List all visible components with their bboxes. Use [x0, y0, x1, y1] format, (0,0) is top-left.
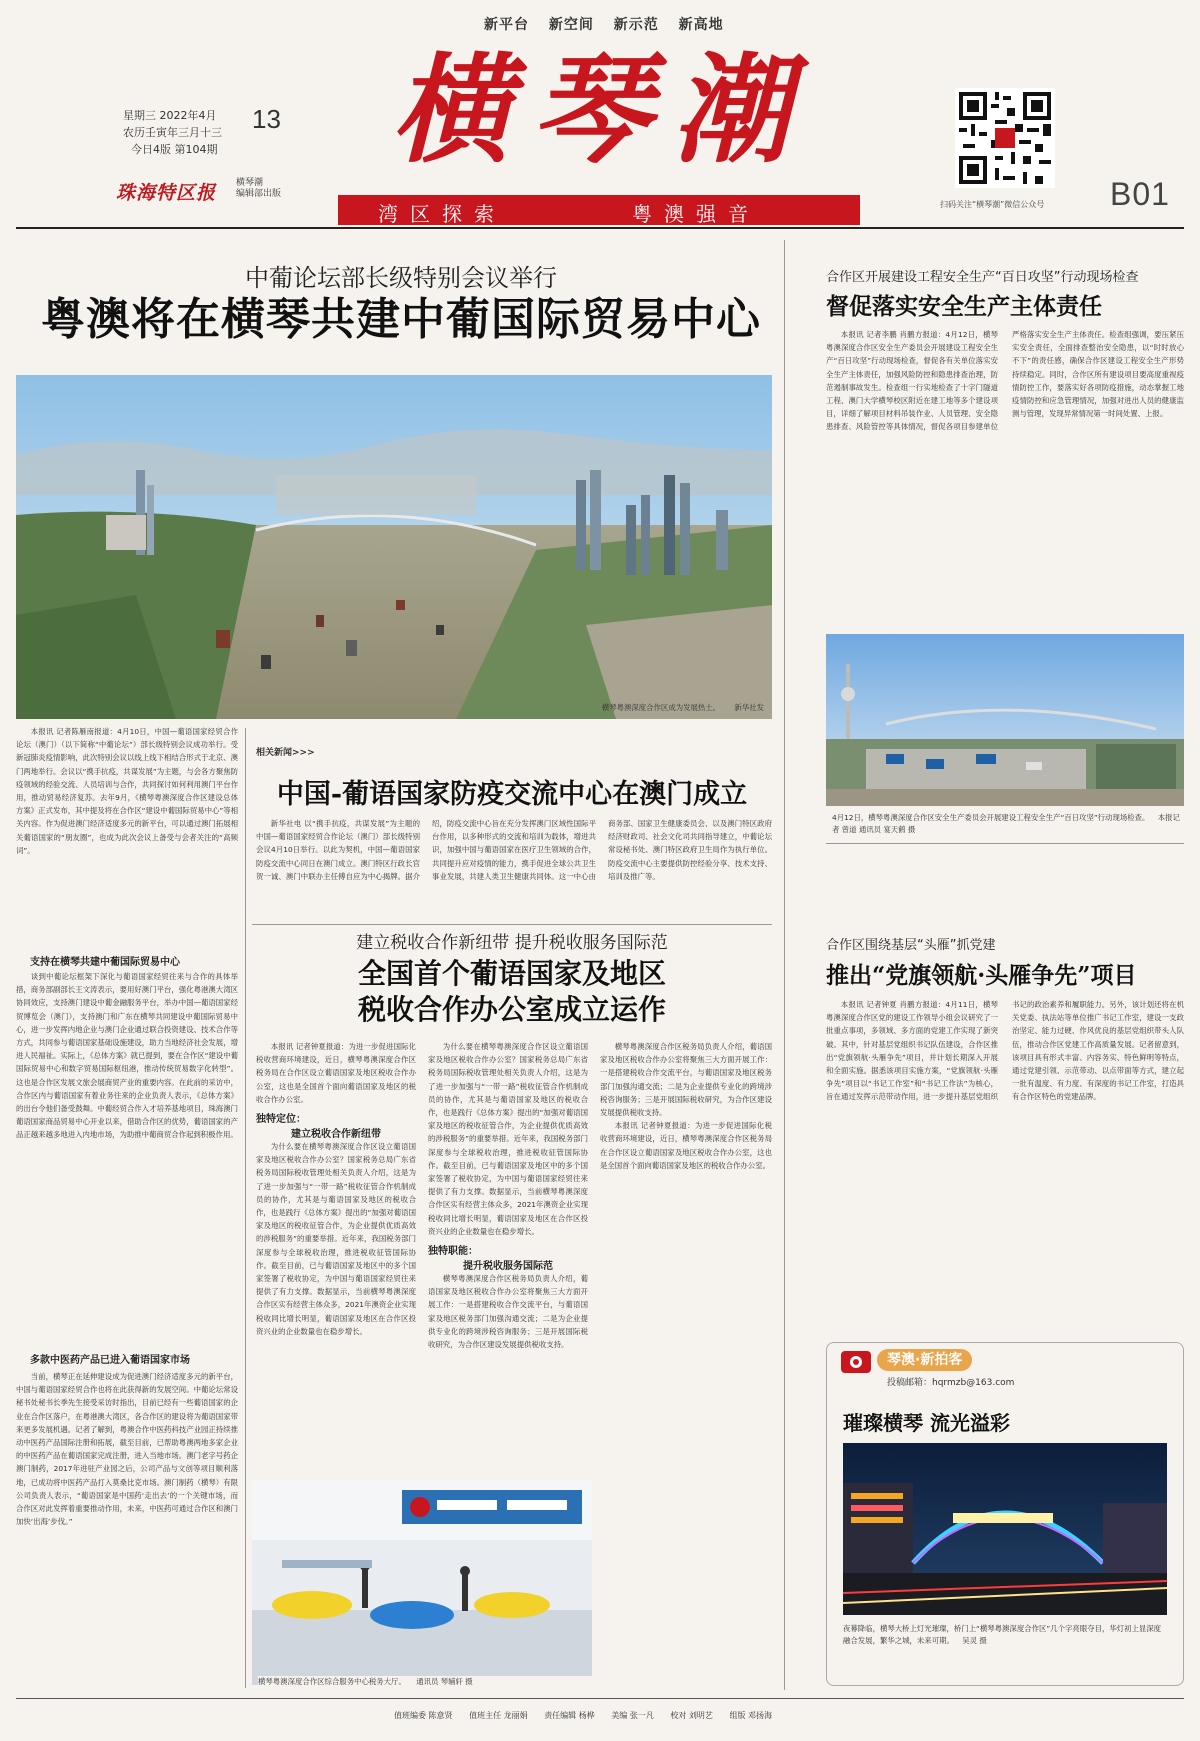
- safety-photo-caption: 4月12日，横琴粤澳深度合作区安全生产委员会开展建设工程安全生产“百日攻坚”行动现场检查。 本报记者 曾道 通讯员 宴天鹤 摄: [832, 813, 1180, 834]
- photo-feature-caption: 夜幕降临，横琴大桥上灯光璀璨，桥门上“横琴粤澳深度合作区”几个字亮眼夺目，华灯初上显深度融合发展，繁华之城，未来可期。 吴灵 摄: [843, 1624, 1162, 1645]
- page-number: B01: [1110, 176, 1170, 212]
- party-headline: 推出“党旗领航·头雁争先”项目: [826, 962, 1137, 989]
- safety-divider: [826, 843, 1184, 844]
- photo-feature-image: [843, 1443, 1167, 1615]
- tax-sub-1: 独特定位： 建立税收合作新纽带: [256, 1114, 381, 1141]
- safety-headline: 督促落实安全生产主体责任: [826, 293, 1102, 320]
- tax-photo: [252, 1480, 592, 1685]
- footer-item: 美编 张一凡: [611, 1711, 654, 1720]
- tax-kicker: 建立税收合作新纽带 提升税收服务国际范: [356, 933, 668, 953]
- photo-feature-tag: 琴澳·新拍客: [877, 1349, 972, 1371]
- top-nav: [484, 14, 738, 34]
- lead-kicker: 中葡论坛部长级特别会议举行: [245, 264, 557, 292]
- qr-code-icon[interactable]: [955, 88, 1055, 188]
- lead-body-a: 本报讯 记者陈雁南报道：4月10日，中国—葡语国家经贸合作论坛（澳门）（以下简称“中葡论坛”）部长级特别会议成功举行。受新冠肺炎疫情影响，此次特别会议以线上线下相结合形式于北京、澳门两地举行。会议以“携手抗疫，共谋发展”为主题，与会各方聚焦防疫领域的经验交流、人员培训与合作，共同探讨如何利用澳门平台作用，推动贸易经济复苏。去年9月，《横琴粤澳深度合作区建设总体方案》正式发布，其中提及将在合作区“建设中葡国际贸易中心”等相关内容。作为促进澳门经济适度多元的新平台，可以通过澳门拓展相关葡语国家的“朋友圈”，也成为此次会议上备受与会者关注的“高频词”。: [16, 727, 238, 855]
- publisher-note: 横琴潮 编辑部出版: [236, 178, 282, 199]
- footer-item: 校对 刘明艺: [670, 1711, 713, 1720]
- photo-feature-box: [826, 1342, 1184, 1686]
- lead-photo: [16, 375, 772, 719]
- date-line-3: 今日4版 第104期: [131, 143, 218, 156]
- safety-body: 本报讯 记者李鹏 肖鹏方报道：4月12日，横琴粤澳深度合作区安全生产委员会开展建设工程安全生产“百日攻坚”行动现场检查，督促各有关单位落实安全生产主体责任，加强风险防控和隐患排查治理，防范遏制事故发生。检查组一行实地检查了十字门隧道工程、澳门大学横琴校区附近在建工地等多个建设项目，详细了解项目材料吊装作业、人员管理、安全隐患排查、风险管控等具体情况，督促各项目参建单位严格落实安全生产主体责任。检查组强调，要压紧压实安全责任，全面排查整治安全隐患，以“时时放心不下”的责任感，确保合作区建设工程安全生产形势持续稳定。同时，合作区所有建设项目要高度重视疫情防控工作，要落实好各项防疫措施，动态掌握工地疫情防控和应急管理情况，加强对进出人员的健康监测与管理，发现异常情况第一时间处置、上报。: [826, 330, 1184, 432]
- lead-body-c: 当前，横琴正在延伸建设成为促进澳门经济适度多元的新平台，中国与葡语国家经贸合作也将在此获得新的发展空间。中葡论坛常设秘书处秘书长季先生接受采访时指出，目前已经有一些葡语国家的企业在合作区落户，在粤港澳大湾区，各合作区的建设将为葡语国家带来更多发展机遇。记者了解到，粤澳合作中医药科技产业园正持续推动中医药产品国际注册和拓展，截至目前，已帮助粤澳两地多家企业的中医药产品在葡语国家完成注册，进入当地市场。澳门老字号药企澳门制药，2017年进驻产业园之后，公司产品与文创等项目顺利落地，已成功将中医药产品打入莫桑比克市场。澳门制药（横琴）有限公司负责人表示，“葡语国家是中国药‘走出去’的一个关键市场，而合作区对此发挥着重要推动作用，未来，中医药可通过合作区和澳门加快‘出海’步伐。”: [16, 1372, 238, 1527]
- related-headline: 中国-葡语国家防疫交流中心在澳门成立: [276, 779, 748, 810]
- footer-item: 值班编委 陈意贤: [394, 1711, 453, 1720]
- related-body: 新华社电 以“携手抗疫，共谋发展”为主题的中国—葡语国家经贸合作论坛（澳门）部长级特别会议4月10日举行。以此为契机，中国—葡语国家防疫交流中心同日在澳门成立。澳门特区行政长官贺一诚、澳门中联办主任傅自应为中心揭牌。据介绍，防疫交流中心旨在充分发挥澳门区域性国际平台作用，以多种形式的交流和培训为载体，增进共识，加强中国与葡语国家在医疗卫生领域的合作，共同提升应对疫情的能力，携手促进全球公共卫生事业发展，共建人类卫生健康共同体。这一中心由商务部、国家卫生健康委员会、以及澳门特区政府经济财政司、社会文化司共同指导建立，中葡论坛常设秘书处、澳门特区政府卫生局作为执行单位。防疫交流中心主要提供防控经验分享、技术支持、培训及推广等。: [256, 819, 772, 881]
- lead-subhead-2: 多款中医药产品已进入葡语国家市场: [30, 1355, 190, 1366]
- masthead: [0, 0, 1200, 226]
- masthead-title: 横琴潮: [391, 40, 812, 179]
- tax-col-1: 本报讯 记者钟夏报道：为进一步促进国际化税收营商环境建设，近日，横琴粤澳深度合作区税务局在合作区设立葡语国家及地区税收合作办公室，这也是全国首个面向葡语国家及地区的税收合作办公室。 独特定位： 建立税收合作新纽带 为什么要在横琴粤澳深度合作区设立葡语国家及地区税收合作办公室？国家税务总局广东省税务局国际税收管理处相关负责人介绍，这是为了进一步加强与“一带一路”税收征管合作机制成员的协作，尤其是与葡语国家及地区的税收合作，也是践行《总体方案》提出的“加强对葡语国家及地区的税收征管合作，为企业提供优质高效的涉税服务”的重要举措。近年来，我国税务部门深度参与全球税收治理，推进税收征管国际协作。截至目前，已与葡语国家及地区中的多个国家签署了税收协定，为中国与葡语国家经贸往来提供了有力支撑。数据显示，当前横琴粤澳深度合作区实有经营主体众多，2021年澳资企业实现税收同比增长明显，葡语国家及地区在合作区投资兴业的企业数量也在稳步增长。: [256, 1042, 416, 1336]
- tax-col-2: 为什么要在横琴粤澳深度合作区设立葡语国家及地区税收合作办公室？国家税务总局广东省税务局国际税收管理处相关负责人介绍，这是为了进一步加强与“一带一路”税收征管合作机制成员的协作，尤其是与葡语国家及地区的税收合作，也是践行《总体方案》提出的“加强对葡语国家及地区的税收征管合作，为企业提供优质高效的涉税服务”的重要举措。近年来，我国税务部门深度参与全球税收治理，推进税收征管国际协作。截至目前，已与葡语国家及地区中的多个国家签署了税收协定，为中国与葡语国家经贸往来提供了有力支撑。数据显示，当前横琴粤澳深度合作区实有经营主体众多，2021年澳资企业实现税收同比增长明显，葡语国家及地区在合作区投资兴业的企业数量也在稳步增长。 独特职能： 提升税收服务国际范 横琴粤澳深度合作区税务局负责人介绍，葡语国家及地区税收合作办公室将聚焦三大方面开展工作：一是搭建税收合作交流平台，与葡语国家及地区税务部门加强沟通交流；二是为企业提供专业化的跨境涉税咨询服务；三是开展国际税收研究，为合作区建设发展提供税收支持。: [428, 1042, 588, 1350]
- nav-item: 新示范: [613, 17, 659, 33]
- nav-item: 新平台: [484, 17, 529, 33]
- lead-body-b: 谈到中葡论坛框架下深化与葡语国家经贸往来与合作的具体举措，商务部副部长王文涛表示，要用好澳门平台，强化粤港澳大湾区协同效应，支持澳门建设中葡金融服务平台，举办中国—葡语国家经贸博览会（澳门），支持澳门和广东在横琴共同建设中葡国际贸易中心，进一步发挥内地企业与澳门企业通过联合投资建设、技术合作等方式，共同参与葡语国家基础设施建设，助力当地经济社会发展，增进人民福祉。实际上，《总体方案》就已提到，要在合作区“建设中葡国际贸易中心和数字贸易国际枢纽港，推动传统贸易数字化转型”。这也是合作区发展文旅会展商贸产业的重要内容。在此前的采访中，合作区内与葡语国家有着业务往来的企业负责人表示，《总体方案》的出台令他们备受鼓舞。中葡经贸合作入才培养基地项目，珠海澳门葡语国家商品贸易中心开业以来，借助合作区的优势，葡语国家的产品正越来越多地进入内地市场，为助推中葡商贸合作起到积极作用。: [16, 972, 238, 1140]
- tax-headline-2: 税收合作办公室成立运作: [357, 993, 666, 1026]
- safety-kicker: 合作区开展建设工程安全生产“百日攻坚”行动现场检查: [826, 270, 1139, 285]
- footer-item: 值班主任 龙丽娟: [469, 1711, 528, 1720]
- slogan-right: 粤澳强音: [632, 202, 760, 226]
- lead-headline: 粤澳将在横琴共建中葡国际贸易中心: [41, 294, 761, 345]
- party-body: 本报讯 记者钟夏 肖鹏方报道：4月11日，横琴粤澳深度合作区党的建设工作领导小组会议研究了一批重点事项，多领域、多方面的党建工作实现了新突破。其中，针对基层党组织书记队伍建设，合作区推出“党旗领航·头雁争先”项目，并计划长期深入开展和全面实施。据悉该项目实施方案，“党旗领航·头雁争先”项目以“书记工作室”和“书记工作法”为核心，旨在通过发挥示范带动作用，进一步提升基层党组织书记的政治素养和履职能力。另外，该计划还将在机关党委、执法站等单位推广书记工作室，建设一支政治坚定、能力过硬、作风优良的基层党组织带头人队伍，推动合作区党建工作高质量发展。记者留意到，该项目具有形式丰富、内容务实、特色鲜明等特点，通过党建引领、示范带动、以点带面等方式，建立起一批有温度、有力度、有深度的书记工作室，打造具有合作区特色的党建品牌。: [826, 1000, 1184, 1102]
- party-kicker: 合作区围绕基层“头雁”抓党建: [826, 938, 996, 953]
- footer-credits: [394, 1710, 772, 1721]
- photo-feature-headline: 璀璨横琴 流光溢彩: [843, 1411, 1010, 1435]
- date-line-2: 农历壬寅年三月十三: [123, 126, 222, 139]
- slogan-bar: [338, 195, 860, 225]
- related-divider: [252, 924, 772, 925]
- right-column-divider: [784, 240, 785, 1690]
- photo-feature-email: 投稿邮箱：hqrmzb@163.com: [887, 1378, 1015, 1388]
- tax-col-3: 横琴粤澳深度合作区税务局负责人介绍，葡语国家及地区税收合作办公室将聚焦三大方面开展工作：一是搭建税收合作交流平台，与葡语国家及地区税务部门加强沟通交流；二是为企业提供专业化的跨境涉税咨询服务；三是开展国际税收研究，为合作区建设发展提供税收支持。 本报讯 记者钟夏报道：为进一步促进国际化税收营商环境建设，近日，横琴粤澳深度合作区税务局在合作区设立葡语国家及地区税收合作办公室，这也是全国首个面向葡语国家及地区的税收合作办公室。: [600, 1042, 772, 1170]
- related-tag: 相关新闻>>>: [256, 748, 315, 758]
- tax-sub-2: 独特职能： 提升税收服务国际范: [428, 1246, 553, 1273]
- tax-photo-caption: 横琴粤澳深度合作区综合服务中心税务大厅。 通讯员 琴辅轩 摄: [258, 1676, 592, 1685]
- date-day: 13: [252, 104, 281, 134]
- tax-headline-1: 全国首个葡语国家及地区: [357, 957, 666, 990]
- lead-photo-caption: 横琴粤澳深度合作区成为发展热土。 新华社发: [601, 703, 764, 712]
- footer-item: 组版 邓扬海: [729, 1711, 773, 1720]
- column-divider: [245, 728, 246, 1688]
- masthead-divider: [16, 227, 1184, 229]
- safety-photo: [826, 634, 1184, 806]
- footer-divider: [16, 1698, 1184, 1699]
- nav-item: 新高地: [678, 17, 724, 33]
- slogan-left: 湾区探索: [378, 202, 506, 226]
- nav-item: 新空间: [548, 17, 594, 33]
- date-line-1: 星期三 2022年4月: [123, 109, 217, 122]
- footer-item: 责任编辑 杨桦: [544, 1711, 595, 1720]
- camera-icon: [841, 1351, 871, 1373]
- publisher-logo: 珠海特区报: [116, 182, 217, 204]
- qr-caption: 扫码关注“横琴潮”微信公众号: [940, 200, 1045, 209]
- lead-subhead-1: 支持在横琴共建中葡国际贸易中心: [30, 957, 180, 968]
